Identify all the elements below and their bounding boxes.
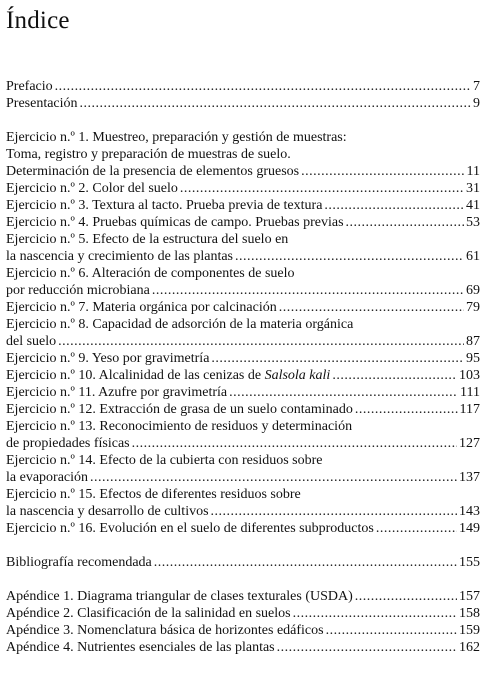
toc-entry[interactable] — [6, 588, 480, 605]
page-number: 157 — [459, 589, 480, 604]
toc-entry-title: Ejercicio n.º 3. Textura al tacto. Prueba previa de textura — [6, 198, 323, 213]
toc-entry-title: por reducción microbiana — [6, 283, 150, 298]
toc-entry[interactable] — [6, 129, 480, 180]
toc-entry[interactable] — [6, 231, 480, 265]
dot-leader — [301, 163, 464, 180]
page-number: 111 — [460, 385, 480, 400]
toc-entry[interactable] — [6, 78, 480, 95]
toc-entry-title: Ejercicio n.º 9. Yeso por gravimetría — [6, 351, 210, 366]
toc-entry-title: Apéndice 2. Clasificación de la salinidad en suelos — [6, 606, 291, 621]
toc-entry-text-line: Ejercicio n.º 6. Alteración de componentes de suelo — [6, 266, 295, 281]
toc-entry[interactable] — [6, 401, 480, 418]
page-number: 61 — [466, 249, 480, 264]
toc-entry-title: Ejercicio n.º 4. Pruebas químicas de campo. Pruebas previas — [6, 215, 344, 230]
page-number: 159 — [459, 623, 480, 638]
dot-leader — [55, 78, 471, 95]
dot-leader — [355, 588, 457, 605]
page-number: 149 — [459, 521, 480, 536]
toc-entry-title: la evaporación — [6, 470, 89, 485]
toc-entry-text-line: Ejercicio n.º 8. Capacidad de adsorción de la materia orgánica — [6, 317, 354, 332]
page-number: 87 — [466, 334, 480, 349]
toc-entry[interactable] — [6, 622, 480, 639]
toc-entry-text-line: Ejercicio n.º 13. Reconocimiento de residuos y determinación — [6, 419, 353, 434]
table-of-contents — [6, 78, 480, 656]
page-number: 143 — [459, 504, 480, 519]
toc-entry[interactable] — [6, 350, 480, 367]
page-number: 162 — [459, 640, 480, 655]
toc-entry-title: Apéndice 4. Nutrientes esenciales de las plantas — [6, 640, 275, 655]
dot-leader — [346, 214, 464, 231]
toc-section — [6, 78, 480, 112]
page-number: 158 — [459, 606, 480, 621]
page-number: 137 — [459, 470, 480, 485]
toc-entry-title: Apéndice 1. Diagrama triangular de clases texturales (USDA) — [6, 589, 353, 604]
dot-leader — [154, 554, 457, 571]
toc-entry-title: Ejercicio n.º 16. Evolución en el suelo de diferentes subproductos — [6, 521, 374, 536]
toc-entry[interactable] — [6, 554, 480, 571]
toc-section — [6, 554, 480, 571]
toc-entry[interactable] — [6, 452, 480, 486]
toc-section — [6, 129, 480, 537]
toc-entry[interactable] — [6, 367, 480, 384]
toc-entry-text-line: Ejercicio n.º 1. Muestreo, preparación y gestión de muestras: — [6, 130, 347, 145]
toc-entry-title: Presentación — [6, 96, 78, 111]
dot-leader — [355, 401, 458, 418]
toc-entry[interactable] — [6, 418, 480, 452]
toc-entry-title: Prefacio — [6, 79, 53, 94]
page-number: 117 — [459, 402, 480, 417]
dot-leader — [277, 639, 457, 656]
toc-entry[interactable] — [6, 639, 480, 656]
toc-entry[interactable] — [6, 384, 480, 401]
page-number: 9 — [473, 96, 480, 111]
dot-leader — [180, 180, 464, 197]
toc-entry-title: la nascencia y desarrollo de cultivos — [6, 504, 209, 519]
dot-leader — [326, 622, 457, 639]
dot-leader — [324, 197, 464, 214]
toc-entry-title: Bibliografía recomendada — [6, 555, 152, 570]
page-number: 7 — [473, 79, 480, 94]
toc-entry-title: Apéndice 3. Nomenclatura básica de horizontes edáficos — [6, 623, 324, 638]
page-number: 31 — [466, 181, 480, 196]
page-number: 79 — [466, 300, 480, 315]
dot-leader — [80, 95, 471, 112]
toc-entry-text-line: Toma, registro y preparación de muestras de suelo. — [6, 147, 291, 162]
dot-leader — [90, 469, 457, 486]
page-number: 11 — [466, 164, 480, 179]
toc-entry-text-line: Ejercicio n.º 15. Efectos de diferentes residuos sobre — [6, 487, 301, 502]
toc-entry-text-line: Ejercicio n.º 14. Efecto de la cubierta con residuos sobre — [6, 453, 323, 468]
toc-entry-title: Determinación de la presencia de elementos gruesos — [6, 164, 300, 179]
toc-entry[interactable] — [6, 486, 480, 520]
toc-section — [6, 588, 480, 656]
toc-entry-title: Ejercicio n.º 11. Azufre por gravimetría — [6, 385, 228, 400]
toc-entry-italic-term: Salsola kali — [264, 368, 331, 383]
dot-leader — [235, 248, 464, 265]
toc-entry[interactable] — [6, 214, 480, 231]
toc-entry-title: la nascencia y crecimiento de las plantas — [6, 249, 234, 264]
page-number: 53 — [466, 215, 480, 230]
toc-entry[interactable] — [6, 605, 480, 622]
dot-leader — [293, 605, 457, 622]
page-number: 41 — [466, 198, 480, 213]
dot-leader — [132, 435, 457, 452]
toc-entry-title: Ejercicio n.º 12. Extracción de grasa de un suelo contaminado — [6, 402, 353, 417]
dot-leader — [229, 384, 458, 401]
page-number: 155 — [459, 555, 480, 570]
toc-entry[interactable] — [6, 316, 480, 350]
toc-entry-title: del suelo — [6, 334, 57, 349]
dot-leader — [58, 333, 464, 350]
dot-leader — [376, 520, 457, 537]
page-number: 95 — [466, 351, 480, 366]
toc-entry-title: de propiedades físicas — [6, 436, 130, 451]
page-number: 69 — [466, 283, 480, 298]
toc-entry[interactable] — [6, 95, 480, 112]
toc-entry[interactable] — [6, 180, 480, 197]
toc-entry-text-line: Ejercicio n.º 5. Efecto de la estructura del suelo en — [6, 232, 289, 247]
dot-leader — [211, 350, 464, 367]
page-title: Índice — [6, 7, 70, 34]
dot-leader — [279, 299, 464, 316]
page-number: 127 — [459, 436, 480, 451]
toc-entry[interactable] — [6, 197, 480, 214]
toc-entry-title: Ejercicio n.º 10. Alcalinidad de las cenizas de Salsola kali — [6, 368, 331, 383]
page-number: 103 — [459, 368, 480, 383]
toc-entry[interactable] — [6, 265, 480, 299]
dot-leader — [332, 367, 457, 384]
dot-leader — [211, 503, 457, 520]
toc-entry[interactable] — [6, 520, 480, 537]
toc-entry-title: Ejercicio n.º 7. Materia orgánica por calcinación — [6, 300, 277, 315]
dot-leader — [152, 282, 464, 299]
toc-entry-title: Ejercicio n.º 2. Color del suelo — [6, 181, 178, 196]
toc-entry[interactable] — [6, 299, 480, 316]
